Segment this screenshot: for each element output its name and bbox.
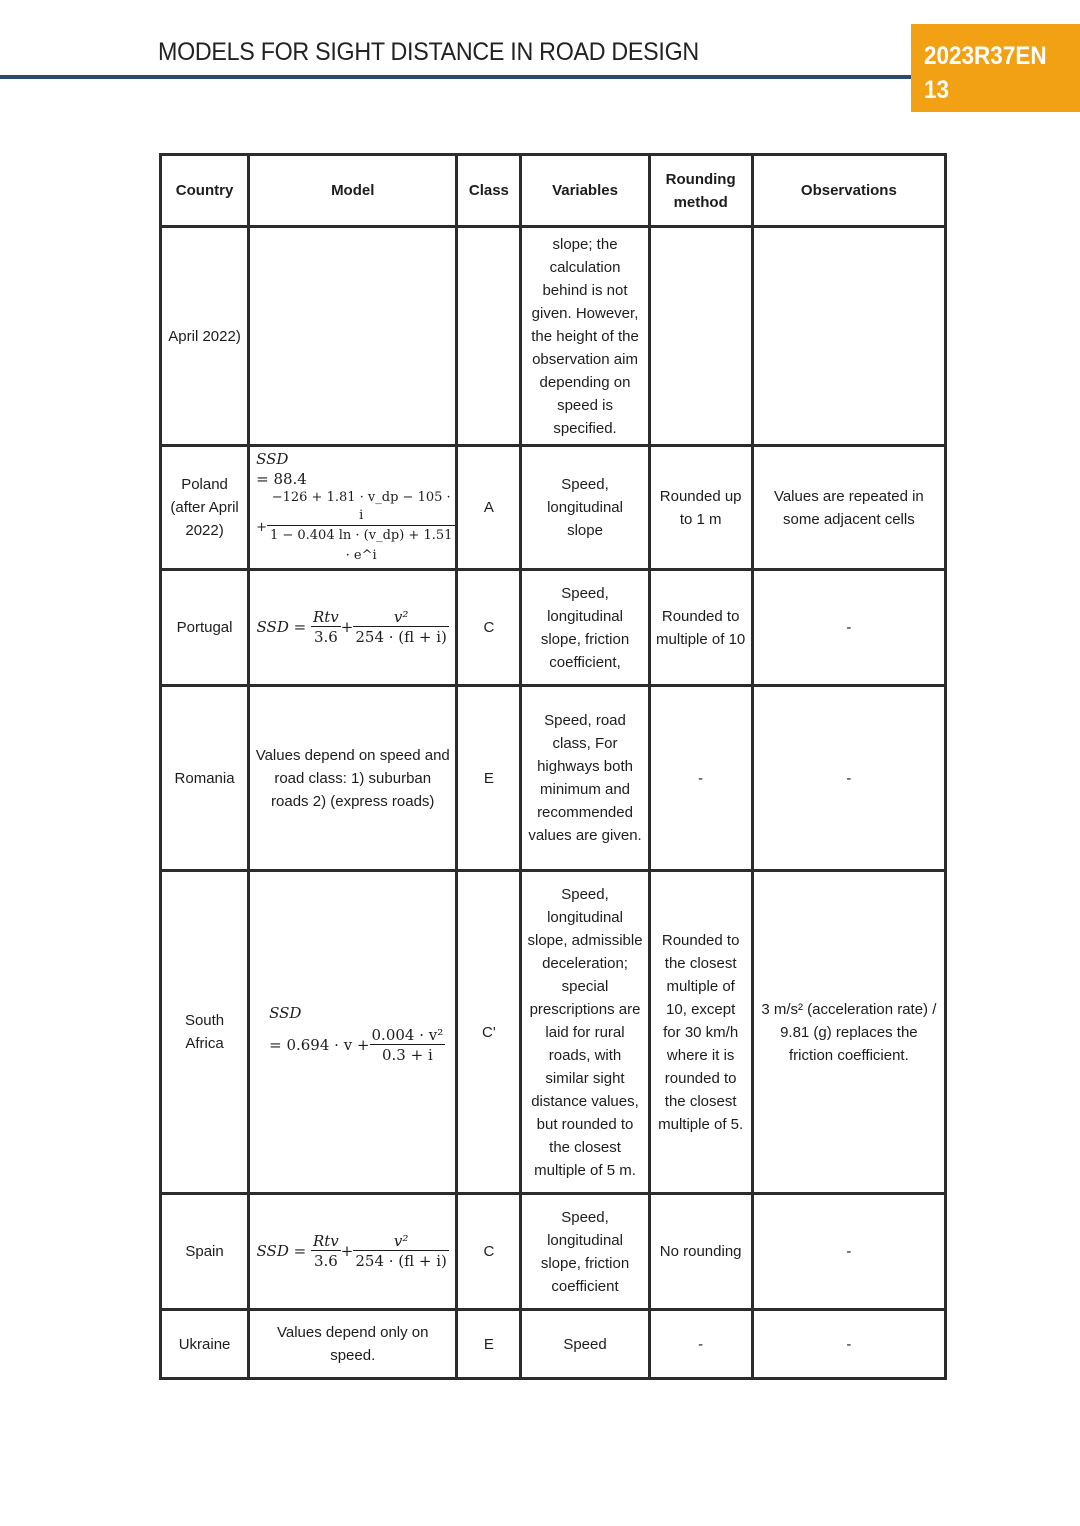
header-rule bbox=[0, 75, 912, 79]
formula-spain bbox=[255, 1232, 450, 1271]
formula-fraction bbox=[311, 608, 341, 647]
cell-class: E bbox=[457, 1310, 521, 1379]
cell-class: E bbox=[457, 686, 521, 871]
column-header-observations: Observations bbox=[752, 155, 945, 227]
table-header-row bbox=[161, 155, 946, 227]
formula-denominator: 0.3 + i bbox=[370, 1044, 446, 1065]
document-title: MODELS FOR SIGHT DISTANCE IN ROAD DESIGN bbox=[158, 38, 699, 66]
cell-model: Values depend only on speed. bbox=[249, 1310, 457, 1379]
cell-model bbox=[249, 871, 457, 1194]
formula-plus: + bbox=[340, 1242, 354, 1260]
cell-observations: 3 m/s² (acceleration rate) / 9.81 (g) replaces the friction coefficient. bbox=[752, 871, 945, 1194]
table-row bbox=[161, 570, 946, 686]
formula-lhs: = 0.694 · v + bbox=[269, 1035, 370, 1054]
report-badge bbox=[911, 24, 1080, 112]
cell-class: C' bbox=[457, 871, 521, 1194]
formula-lhs: SSD = bbox=[256, 618, 307, 636]
report-code: 2023R37EN bbox=[924, 42, 1047, 70]
formula-denominator: 3.6 bbox=[311, 626, 341, 647]
cell-class: A bbox=[457, 446, 521, 570]
formula-plus: + bbox=[256, 520, 268, 535]
formula-line2: = 88.4 bbox=[256, 470, 307, 488]
column-header-class: Class bbox=[457, 155, 521, 227]
cell-variables: Speed, longitudinal slope, friction coefficient bbox=[521, 1194, 649, 1310]
formula-fraction bbox=[370, 1026, 446, 1065]
cell-observations: - bbox=[752, 1194, 945, 1310]
formula-numerator: −126 + 1.81 · v_dp − 105 · i bbox=[271, 490, 451, 523]
table-row bbox=[161, 1310, 946, 1379]
cell-model bbox=[249, 1194, 457, 1310]
formula-south-africa bbox=[255, 1000, 450, 1065]
cell-country: Ukraine bbox=[161, 1310, 249, 1379]
cell-variables: slope; the calculation behind is not given. However, the height of the observation aim depending on speed is specified. bbox=[521, 227, 649, 446]
sight-distance-models-table bbox=[159, 153, 947, 1380]
cell-variables: Speed bbox=[521, 1310, 649, 1379]
cell-rounding: Rounded up to 1 m bbox=[649, 446, 752, 570]
cell-country: April 2022) bbox=[161, 227, 249, 446]
table-row bbox=[161, 446, 946, 570]
page-number: 13 bbox=[924, 76, 950, 104]
cell-rounding: Rounded to multiple of 10 bbox=[649, 570, 752, 686]
formula-denominator: 254 · (fl + i) bbox=[355, 628, 447, 646]
formula-numerator: v² bbox=[393, 1232, 409, 1250]
formula-fraction bbox=[267, 489, 455, 566]
formula-fraction bbox=[311, 1232, 341, 1271]
table-row bbox=[161, 686, 946, 871]
formula-numerator: Rtv bbox=[312, 608, 339, 626]
cell-variables: Speed, road class, For highways both minimum and recommended values are given. bbox=[521, 686, 649, 871]
formula-line1: SSD bbox=[269, 1003, 302, 1022]
column-header-rounding-method: Rounding method bbox=[649, 155, 752, 227]
cell-variables: Speed, longitudinal slope, friction coefficient, bbox=[521, 570, 649, 686]
cell-observations: Values are repeated in some adjacent cells bbox=[752, 446, 945, 570]
cell-country: Spain bbox=[161, 1194, 249, 1310]
cell-observations: - bbox=[752, 686, 945, 871]
cell-rounding bbox=[649, 227, 752, 446]
formula-denominator: 3.6 bbox=[311, 1250, 341, 1271]
formula-numerator: Rtv bbox=[312, 1232, 339, 1250]
cell-observations: - bbox=[752, 1310, 945, 1379]
formula-fraction bbox=[353, 608, 449, 647]
cell-model bbox=[249, 446, 457, 570]
formula-numerator: 0.004 · v² bbox=[371, 1025, 444, 1044]
formula-denominator: 1 − 0.404 ln · (v_dp) + 1.51 · e^i bbox=[267, 525, 455, 566]
cell-rounding: Rounded to the closest multiple of 10, except for 30 km/h where it is rounded to the closest multiple of 5. bbox=[649, 871, 752, 1194]
formula-line1: SSD bbox=[256, 450, 289, 468]
cell-country: Portugal bbox=[161, 570, 249, 686]
table-row bbox=[161, 1194, 946, 1310]
cell-model: Values depend on speed and road class: 1) suburban roads 2) (express roads) bbox=[249, 686, 457, 871]
formula-poland bbox=[256, 449, 455, 566]
cell-class bbox=[457, 227, 521, 446]
cell-observations: - bbox=[752, 570, 945, 686]
cell-class: C bbox=[457, 1194, 521, 1310]
formula-lhs: SSD = bbox=[256, 1242, 307, 1260]
cell-observations bbox=[752, 227, 945, 446]
cell-country: Poland (after April 2022) bbox=[161, 446, 249, 570]
cell-rounding: - bbox=[649, 1310, 752, 1379]
formula-fraction bbox=[353, 1232, 449, 1271]
cell-variables: Speed, longitudinal slope, admissible deceleration; special prescriptions are laid for rural roads, with similar sight distance values, but rounded to the closest multiple of 5 m. bbox=[521, 871, 649, 1194]
table-row bbox=[161, 227, 946, 446]
formula-numerator: v² bbox=[393, 608, 409, 626]
formula-portugal bbox=[255, 608, 450, 647]
cell-rounding: - bbox=[649, 686, 752, 871]
table-row bbox=[161, 871, 946, 1194]
cell-variables: Speed, longitudinal slope bbox=[521, 446, 649, 570]
formula-plus: + bbox=[340, 618, 354, 636]
column-header-country: Country bbox=[161, 155, 249, 227]
cell-rounding: No rounding bbox=[649, 1194, 752, 1310]
column-header-variables: Variables bbox=[521, 155, 649, 227]
cell-model bbox=[249, 570, 457, 686]
column-header-model: Model bbox=[249, 155, 457, 227]
cell-model bbox=[249, 227, 457, 446]
cell-class: C bbox=[457, 570, 521, 686]
formula-denominator: 254 · (fl + i) bbox=[355, 1252, 447, 1270]
cell-country: South Africa bbox=[161, 871, 249, 1194]
cell-country: Romania bbox=[161, 686, 249, 871]
